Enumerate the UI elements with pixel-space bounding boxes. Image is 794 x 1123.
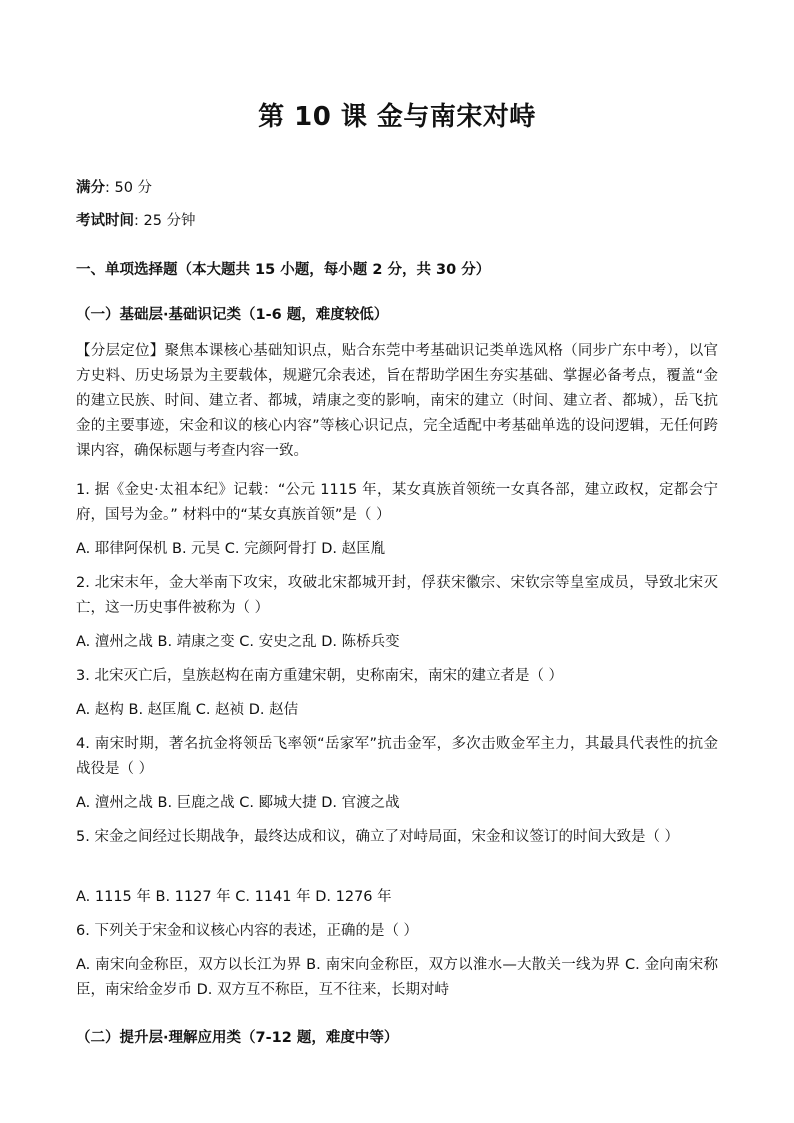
score-label: 满分 [76, 180, 105, 196]
time-value: : 25 分钟 [134, 213, 196, 229]
score-value: : 50 分 [105, 180, 153, 196]
question-2-stem: 2. 北宋末年，金大举南下攻宋，攻破北宋都城开封，俘获宋徽宗、宋钦宗等皇室成员，导致北宋灭亡，这一历史事件被称为（ ） [76, 575, 718, 616]
question-5-stem: 5. 宋金之间经过长期战争，最终达成和议，确立了对峙局面，宋金和议签订的时间大致是（ ） [76, 829, 680, 845]
question-1-options: A. 耶律阿保机 B. 元昊 C. 完颜阿骨打 D. 赵匡胤 [76, 541, 386, 557]
question-3-options: A. 赵构 B. 赵匡胤 C. 赵祯 D. 赵佶 [76, 702, 299, 718]
question-4-options: A. 澶州之战 B. 巨鹿之战 C. 郾城大捷 D. 官渡之战 [76, 795, 400, 811]
section-intro: 【分层定位】聚焦本课核心基础知识点，贴合东莞中考基础识记类单选风格（同步广东中考），以官方史料、历史场景为主要载体，规避冗余表述，旨在帮助学困生夯实基础、掌握必备考点，覆盖“金的建立民族、时间、建立者、都城，靖康之变的影响，南宋的建立（时间、建立者、都城），岳飞抗金的主要事迹，宋金和议的核心内容”等核心识记点，完全适配中考基础单选的设问逻辑，无任何跨课内容，确保标题与考查内容一致。 [76, 343, 718, 459]
subsection-heading-basic: （一）基础层·基础识记类（1-6 题，难度较低） [76, 307, 389, 323]
time-line [76, 209, 718, 234]
question-5-options: A. 1115 年 B. 1127 年 C. 1141 年 D. 1276 年 [76, 889, 392, 905]
question-6-options: A. 南宋向金称臣，双方以长江为界 B. 南宋向金称臣，双方以淮水—大散关一线为界 C. 金向南宋称臣，南宋给金岁币 D. 双方互不称臣，互不往来，长期对峙 [76, 957, 718, 998]
time-label: 考试时间 [76, 213, 134, 229]
score-line [76, 176, 718, 201]
section-heading: 一、单项选择题（本大题共 15 小题，每小题 2 分，共 30 分） [76, 262, 491, 278]
page-title: 第 10 课 金与南宋对峙 [258, 102, 536, 132]
question-2-options: A. 澶州之战 B. 靖康之变 C. 安史之乱 D. 陈桥兵变 [76, 634, 400, 650]
question-3-stem: 3. 北宋灭亡后，皇族赵构在南方重建宋朝，史称南宋，南宋的建立者是（ ） [76, 668, 564, 684]
question-6-stem: 6. 下列关于宋金和议核心内容的表述，正确的是（ ） [76, 923, 419, 939]
question-4-stem: 4. 南宋时期，著名抗金将领岳飞率领“岳家军”抗击金军，多次击败金军主力，其最具代表性的抗金战役是（ ） [76, 736, 718, 777]
question-1-stem: 1. 据《金史·太祖本纪》记载：“公元 1115 年，某女真族首领统一女真各部，建立政权，定都会宁府，国号为金。” 材料中的“某女真族首领”是（ ） [76, 482, 718, 523]
subsection-heading-advanced: （二）提升层·理解应用类（7-12 题，难度中等） [76, 1030, 399, 1046]
